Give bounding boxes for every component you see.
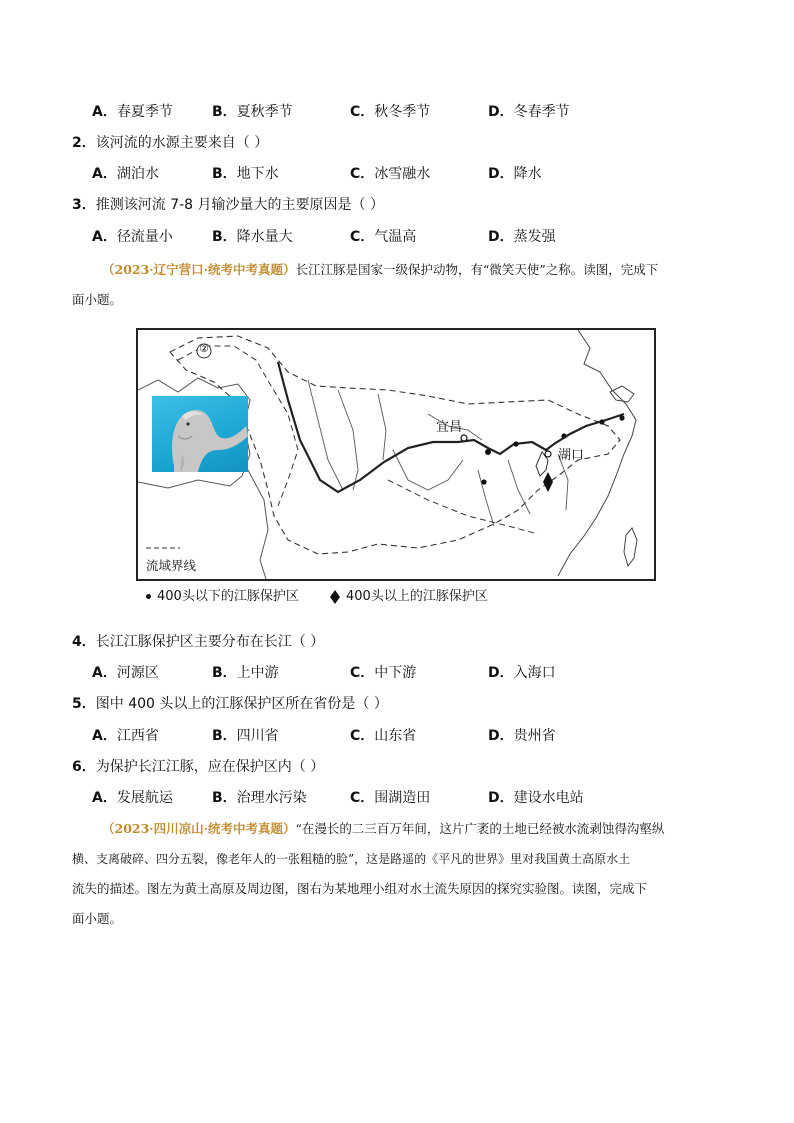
question-number: 5．: [72, 696, 96, 712]
q4-option-b: [212, 663, 279, 683]
q3-option-c: [350, 227, 416, 247]
q1-option-a: [92, 102, 173, 122]
option-text: 地下水: [236, 166, 279, 182]
option-letter: C．: [350, 104, 375, 120]
legend-below-400: [146, 588, 299, 606]
option-letter: D．: [488, 104, 514, 120]
yangtze-map: [136, 328, 656, 581]
hukou-marker: [545, 451, 551, 457]
q2-option-a: [92, 164, 159, 184]
hukou-label: 湖口: [558, 448, 585, 463]
option-letter: A．: [92, 790, 117, 806]
q2-option-b: [212, 164, 279, 184]
tributary: [478, 470, 494, 526]
intro-text: “在漫长的二三百万年间，这片广袤的土地已经被水流剥蚀得沟壑纵: [295, 821, 665, 836]
q6-option-a: [92, 788, 173, 808]
option-letter: C．: [350, 790, 375, 806]
option-text: 中下游: [374, 665, 417, 681]
option-text: 径流量小: [116, 229, 173, 245]
question-2-stem: [72, 133, 268, 153]
intro-line: 面小题。: [72, 911, 123, 926]
reserve-diamond-above-400: [543, 472, 553, 492]
q2-option-d: [488, 164, 542, 184]
legend-above-400-label: 400头以上的江豚保护区: [346, 589, 488, 604]
option-letter: D．: [488, 665, 514, 681]
q5-option-d: [488, 726, 556, 746]
option-letter: D．: [488, 229, 514, 245]
option-letter: C．: [350, 166, 375, 182]
reserve-dot-below-400: [599, 419, 604, 424]
option-letter: D．: [488, 166, 514, 182]
option-text: 冰雪融水: [374, 166, 431, 182]
option-letter: D．: [488, 790, 514, 806]
option-letter: C．: [350, 229, 375, 245]
region-outline-south: [248, 470, 268, 579]
reserve-dot-below-400: [485, 449, 491, 455]
q5-option-a: [92, 726, 159, 746]
option-letter: B．: [212, 790, 237, 806]
option-text: 四川省: [236, 728, 279, 744]
option-text: 夏秋季节: [236, 104, 293, 120]
option-letter: D．: [488, 728, 514, 744]
q3-option-a: [92, 227, 173, 247]
dolphin-illustration: [152, 396, 248, 472]
tributary: [508, 460, 530, 514]
question-6-stem: [72, 757, 324, 777]
intro-line: 横、支离破碎、四分五裂，像老年人的一张粗糙的脸”，这是路遥的《平凡的世界》里对我国黄土高原水土: [72, 852, 631, 866]
option-text: 山东省: [374, 728, 417, 744]
option-letter: A．: [92, 229, 117, 245]
intro-text: 长江江豚是国家一级保护动物，有“微笑天使”之称。读图，完成下: [295, 262, 659, 277]
option-letter: B．: [212, 229, 237, 245]
question-text: 为保护长江江豚，应在保护区内（ ）: [95, 759, 325, 775]
legend-below-400-label: 400头以下的江豚保护区: [157, 589, 299, 604]
option-text: 江西省: [116, 728, 159, 744]
option-text: 春夏季节: [116, 104, 173, 120]
q5-option-c: [350, 726, 416, 746]
reserve-dot-below-400: [561, 433, 566, 438]
q4-option-d: [488, 663, 556, 683]
question-4-stem: [72, 632, 324, 652]
option-letter: A．: [92, 665, 117, 681]
option-text: 河源区: [116, 665, 159, 681]
source-tag: （2023·四川凉山·统考中考真题）: [102, 821, 296, 836]
option-letter: C．: [350, 665, 375, 681]
q3-option-d: [488, 227, 556, 247]
intro-line: [72, 255, 732, 285]
diamond-icon: [330, 590, 340, 604]
option-text: 蒸发强: [513, 229, 556, 245]
q1-option-c: [350, 102, 430, 122]
intro-passage-2: [72, 814, 732, 934]
q6-option-d: [488, 788, 584, 808]
option-letter: A．: [92, 104, 117, 120]
question-number: 2．: [72, 135, 96, 151]
option-text: 湖泊水: [116, 166, 159, 182]
reserve-dot-below-400: [481, 479, 486, 484]
option-letter: B．: [212, 104, 237, 120]
source-tag: （2023·辽宁营口·统考中考真题）: [102, 262, 296, 277]
question-text: 该河流的水源主要来自（ ）: [95, 135, 269, 151]
intro-line: 流失的描述。图左为黄土高原及周边图，图右为某地理小组对水土流失原因的探究实验图。读图，完成下: [72, 881, 648, 896]
dolphin-photo: [152, 396, 248, 472]
tributary: [338, 390, 358, 490]
question-text: 图中 400 头以上的江豚保护区所在省份是（ ）: [95, 696, 388, 712]
q1-option-d: [488, 102, 570, 122]
q6-option-b: [212, 788, 307, 808]
question-number: 3．: [72, 197, 96, 213]
option-text: 气温高: [374, 229, 417, 245]
option-text: 入海口: [513, 665, 556, 681]
q5-option-b: [212, 726, 279, 746]
legend-boundary-label: 流域界线: [146, 558, 197, 573]
option-text: 秋冬季节: [374, 104, 431, 120]
option-text: 发展航运: [116, 790, 173, 806]
intro-passage-1: [72, 255, 732, 315]
option-text: 围湖造田: [374, 790, 431, 806]
option-text: 降水量大: [236, 229, 293, 245]
basin-boundary-south: [388, 480, 538, 534]
tributary: [393, 450, 463, 490]
option-letter: B．: [212, 166, 237, 182]
option-text: 治理水污染: [236, 790, 307, 806]
q4-option-c: [350, 663, 416, 683]
q1-option-b: [212, 102, 293, 122]
option-letter: A．: [92, 166, 117, 182]
q4-option-a: [92, 663, 159, 683]
question-text: 长江江豚保护区主要分布在长江（ ）: [95, 634, 325, 650]
q3-option-b: [212, 227, 293, 247]
circled-2-label: ②: [199, 342, 209, 355]
question-5-stem: [72, 694, 388, 714]
option-text: 建设水电站: [513, 790, 584, 806]
yichang-label: 宜昌: [436, 420, 463, 435]
intro-line: [72, 814, 732, 844]
legend-above-400: [330, 588, 488, 606]
q6-option-c: [350, 788, 430, 808]
option-letter: A．: [92, 728, 117, 744]
option-text: 冬春季节: [513, 104, 570, 120]
option-text: 上中游: [236, 665, 279, 681]
tributary: [308, 380, 343, 490]
reserve-dot-below-400: [619, 415, 624, 420]
dot-icon: [146, 594, 151, 599]
option-text: 贵州省: [513, 728, 556, 744]
option-letter: B．: [212, 665, 237, 681]
question-3-stem: [72, 195, 384, 215]
q2-option-c: [350, 164, 430, 184]
question-number: 4．: [72, 634, 96, 650]
option-letter: C．: [350, 728, 375, 744]
question-number: 6．: [72, 759, 96, 775]
reserve-dot-below-400: [513, 441, 518, 446]
option-text: 降水: [513, 166, 542, 182]
taiwan-island: [624, 528, 637, 566]
option-letter: B．: [212, 728, 237, 744]
question-text: 推测该河流 7-8 月输沙量大的主要原因是（ ）: [95, 197, 384, 213]
tributary: [378, 394, 386, 460]
intro-line: 面小题。: [72, 292, 123, 307]
